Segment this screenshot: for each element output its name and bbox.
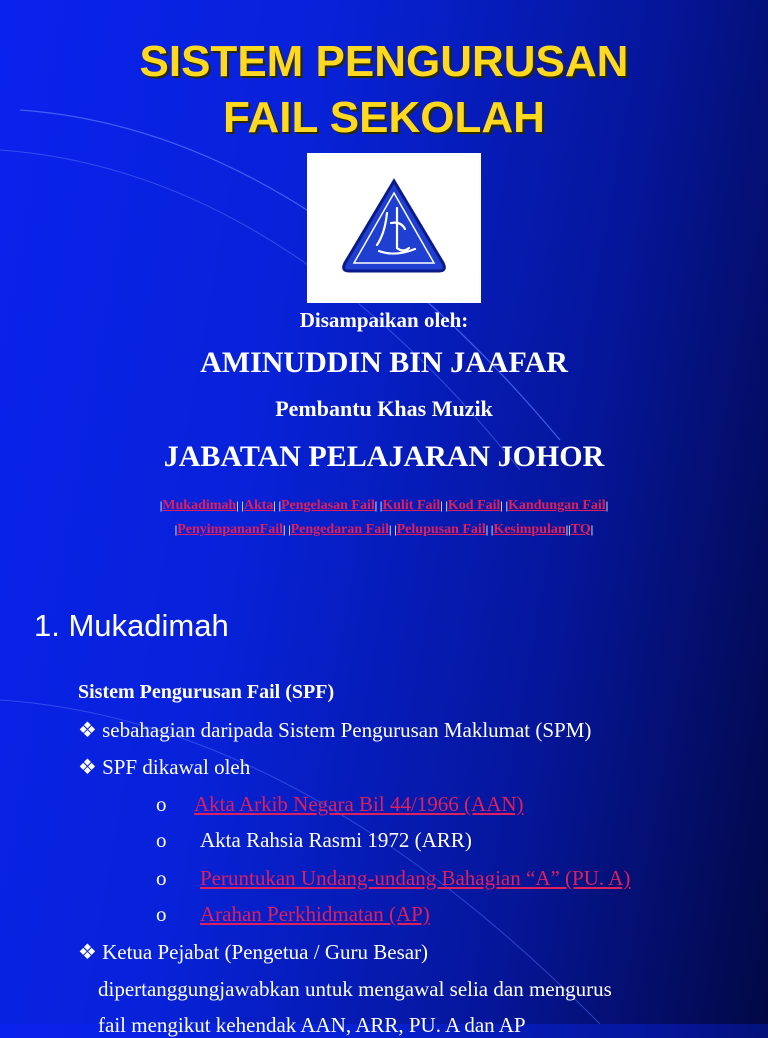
bullet-3-continuation-2: fail mengikut kehendak AAN, ARR, PU. A dan AP bbox=[98, 1013, 526, 1037]
sub-item-ap bbox=[156, 902, 430, 927]
nav-row-1: |Mukadimah| |Akta| |Pengelasan Fail| |Kulit Fail| |Kod Fail| |Kandungan Fail| bbox=[159, 498, 609, 513]
nav-link-tq[interactable]: TQ bbox=[570, 522, 591, 537]
bullet-text: Ketua Pejabat (Pengetua / Guru Besar) bbox=[102, 940, 429, 964]
department-name: JABATAN PELAJARAN JOHOR bbox=[163, 440, 605, 473]
nav-link-kandungan-fail[interactable]: Kandungan Fail bbox=[508, 498, 606, 513]
sub-item-pua bbox=[156, 866, 630, 891]
sub-marker: o bbox=[156, 866, 167, 890]
section-heading bbox=[34, 608, 229, 644]
title-line-1: SISTEM PENGURUSAN bbox=[139, 37, 629, 86]
nav-link-akta[interactable]: Akta bbox=[243, 498, 274, 513]
nav-link-pengedaran-fail[interactable]: Pengedaran Fail bbox=[290, 522, 390, 537]
bullet-text: SPF dikawal oleh bbox=[102, 755, 251, 779]
presenter-position: Pembantu Khas Muzik bbox=[275, 396, 493, 421]
section-number: 1. bbox=[34, 608, 60, 643]
sub-item-arr bbox=[156, 828, 472, 853]
content-heading: Sistem Pengurusan Fail (SPF) bbox=[78, 681, 335, 703]
title-line-2: FAIL SEKOLAH bbox=[223, 93, 545, 142]
section-title: Mukadimah bbox=[68, 608, 229, 643]
bullet-item-1 bbox=[78, 718, 591, 743]
logo-triangle-icon bbox=[307, 153, 481, 303]
bullet-3-continuation-1: dipertanggungjawabkan untuk mengawal selia dan mengurus bbox=[98, 977, 612, 1001]
bullet-item-3 bbox=[78, 940, 428, 965]
jabatan-logo bbox=[307, 153, 481, 303]
diamond-bullet-icon: ❖ bbox=[78, 718, 97, 742]
link-akta-arkib-negara[interactable]: Akta Arkib Negara Bil 44/1966 (AAN) bbox=[194, 792, 524, 816]
nav-link-pelupusan-fail[interactable]: Pelupusan Fail bbox=[396, 522, 486, 537]
sub-item-aan bbox=[156, 792, 524, 817]
sub-marker: o bbox=[156, 828, 167, 852]
bullet-text: sebahagian daripada Sistem Pengurusan Maklumat (SPM) bbox=[102, 718, 592, 742]
presenter-label: Disampaikan oleh: bbox=[299, 308, 469, 332]
link-peruntukan-undang-undang[interactable]: Peruntukan Undang-undang Bahagian “A” (PU. A) bbox=[200, 866, 631, 890]
bullet-item-2 bbox=[78, 755, 250, 780]
link-arahan-perkhidmatan[interactable]: Arahan Perkhidmatan (AP) bbox=[200, 902, 430, 926]
sub-marker: o bbox=[156, 792, 167, 816]
diamond-bullet-icon: ❖ bbox=[78, 755, 97, 779]
nav-link-kod-fail[interactable]: Kod Fail bbox=[447, 498, 501, 513]
nav-link-kulit-fail[interactable]: Kulit Fail bbox=[382, 498, 441, 513]
nav-link-mukadimah[interactable]: Mukadimah bbox=[162, 498, 237, 513]
nav-link-kesimpulan[interactable]: Kesimpulan bbox=[493, 522, 566, 537]
text-akta-rahsia-rasmi: Akta Rahsia Rasmi 1972 (ARR) bbox=[200, 828, 472, 852]
sub-marker: o bbox=[156, 902, 167, 926]
diamond-bullet-icon: ❖ bbox=[78, 940, 97, 964]
presenter-name: AMINUDDIN BIN JAAFAR bbox=[200, 346, 568, 379]
nav-row-2: |PenyimpananFail| |Pengedaran Fail| |Pelupusan Fail| |Kesimpulan||TQ| bbox=[174, 522, 594, 537]
nav-link-pengelasan-fail[interactable]: Pengelasan Fail bbox=[281, 498, 375, 513]
nav-link-penyimpanan-fail[interactable]: PenyimpananFail bbox=[177, 522, 284, 537]
